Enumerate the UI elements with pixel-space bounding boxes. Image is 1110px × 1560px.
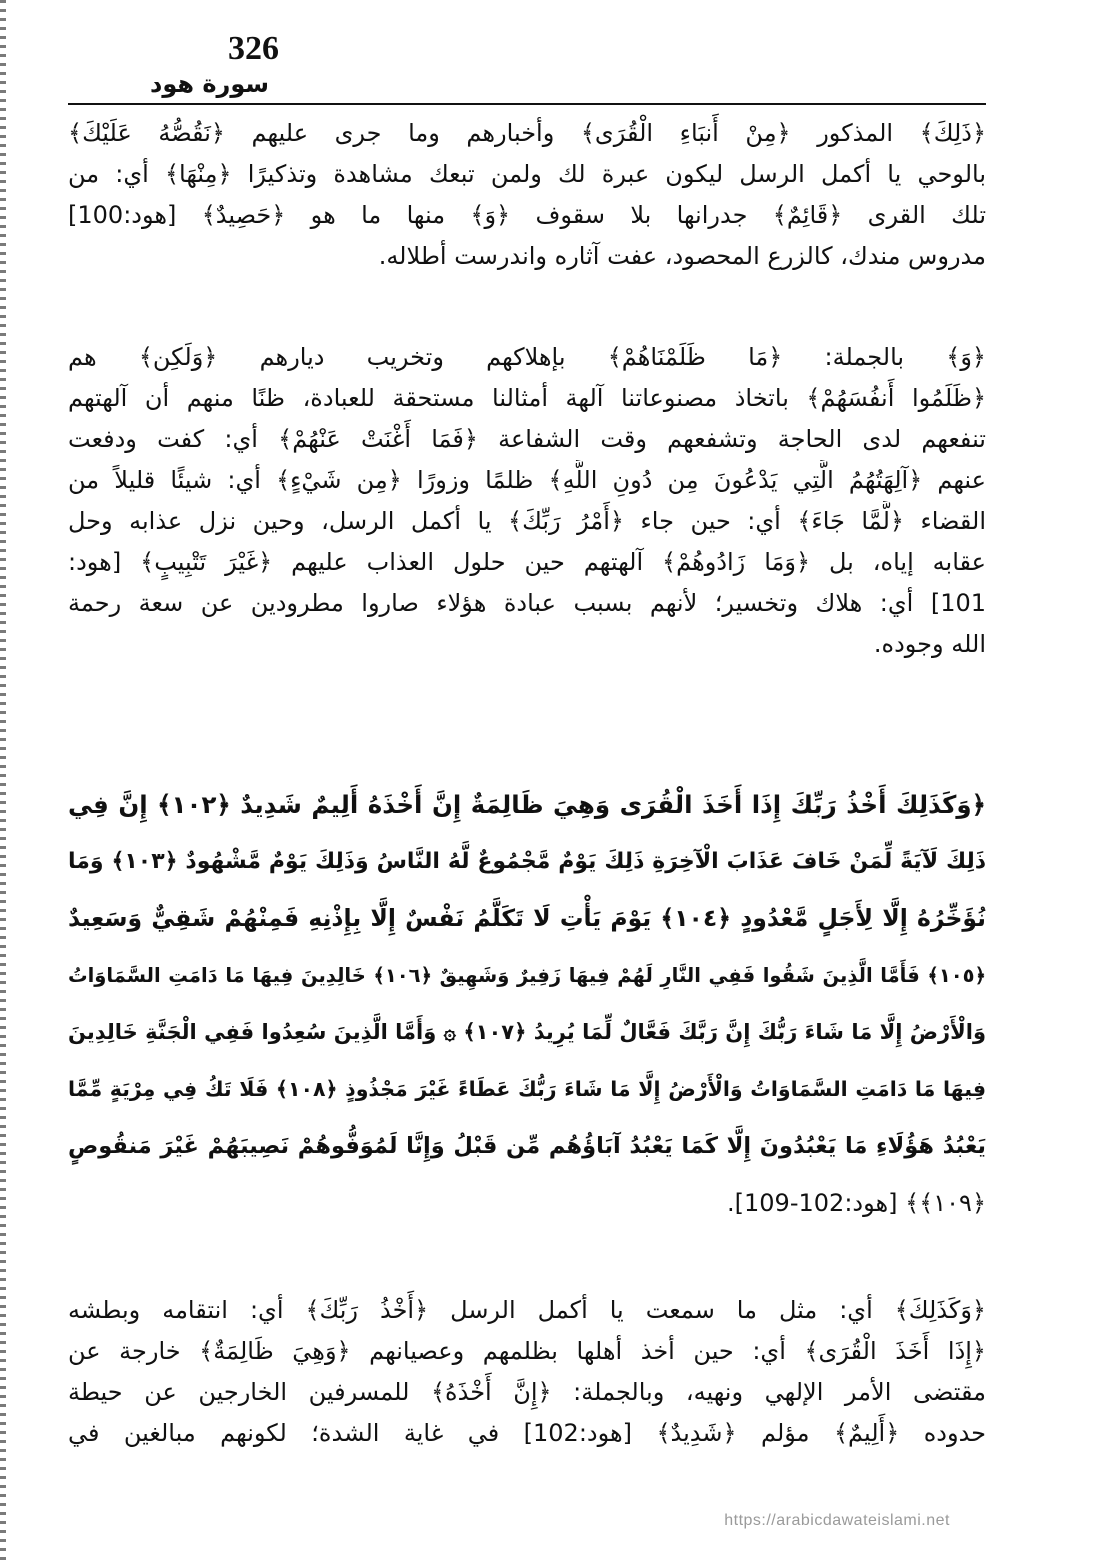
text-line: ﴿وَكَذَلِكَ﴾ أي: مثل ما سمعت يا أكمل الرسل ﴿أَخْذُ رَبِّكَ﴾ أي: انتقامه وبطشه: [68, 1296, 986, 1324]
verse-line: فِيهَا مَا دَامَتِ السَّمَاوَاتُ وَالْأَرْضُ إِلَّا مَا شَاءَ رَبُّكَ عَطَاءً غَيْرَ مَجْذُوذٍ ﴿١٠٨﴾ فَلَا تَكُ فِي مِرْيَةٍ مِّمَّا: [68, 1077, 986, 1101]
source-watermark: https://arabicdawateislami.net: [724, 1512, 950, 1529]
verse-reference: ﴿١٠٩﴾﴾ [هود:102-109].: [727, 1189, 986, 1217]
commentary-paragraph-2: [68, 337, 986, 665]
text-line: 101] أي: هلاك وتخسير؛ لأنهم بسبب عبادة هؤلاء صاروا مطرودين عن سعة رحمة: [68, 589, 986, 617]
text-line: الله وجوده.: [873, 630, 986, 658]
text-line: القضاء ﴿لَّمَّا جَاءَ﴾ أي: حين جاء ﴿أَمْرُ رَبِّكَ﴾ يا أكمل الرسل، وحين نزل عذابه وحل: [68, 507, 986, 535]
verse-line: وَالْأَرْضُ إِلَّا مَا شَاءَ رَبُّكَ إِنَّ رَبَّكَ فَعَّالٌ لِّمَا يُرِيدُ ﴿١٠٧﴾ ۞ وَأَمَّا الَّذِينَ سُعِدُوا فَفِي الْجَنَّةِ خَالِدِينَ: [68, 1020, 986, 1044]
commentary-paragraph-1: [68, 113, 986, 277]
text-line: حدوده ﴿أَلِيمٌ﴾ مؤلم ﴿شَدِيدٌ﴾ [هود:102] في غاية الشدة؛ لكونهم مبالغين في: [68, 1419, 986, 1447]
text-line: ﴿إِذَا أَخَذَ الْقُرَى﴾ أي: حين أخذ أهلها بظلمهم وعصيانهم ﴿وَهِيَ ظَالِمَةٌ﴾ خارجة عن: [68, 1337, 986, 1365]
text-line: مقتضى الأمر الإلهي ونهيه، وبالجملة: ﴿إِنَّ أَخْذَهُ﴾ للمسرفين الخارجين عن حيطة: [68, 1378, 986, 1406]
text-line: تنفعهم لدى الحاجة وتشفعهم وقت الشفاعة ﴿فَمَا أَغْنَتْ عَنْهُمْ﴾ أي: كفت ودفعت: [68, 425, 986, 453]
commentary-paragraph-3: [68, 1290, 986, 1454]
header-divider: [68, 103, 986, 105]
verse-line: ﴿١٠٥﴾ فَأَمَّا الَّذِينَ شَقُوا فَفِي النَّارِ لَهُمْ فِيهَا زَفِيرٌ وَشَهِيقٌ ﴿١٠٦﴾ خَالِدِينَ فِيهَا مَا دَامَتِ السَّمَاوَاتُ: [68, 964, 986, 987]
verse-line: يَعْبُدُ هَؤُلَاءِ مَا يَعْبُدُونَ إِلَّا كَمَا يَعْبُدُ آبَاؤُهُم مِّن قَبْلُ وَإِنَّا لَمُوَفُّوهُمْ نَصِيبَهُمْ غَيْرَ مَنقُوصٍ: [68, 1133, 986, 1159]
scan-edge: [0, 0, 6, 1560]
verse-line: نُؤَخِّرُهُ إِلَّا لِأَجَلٍ مَّعْدُودٍ ﴿١٠٤﴾ يَوْمَ يَأْتِ لَا تَكَلَّمُ نَفْسٌ إِلَّا بِإِذْنِهِ فَمِنْهُمْ شَقِيٌّ وَسَعِيدٌ: [68, 904, 986, 932]
text-line: ﴿ظَلَمُوا أَنفُسَهُمْ﴾ باتخاذ مصنوعاتنا آلهة أمثالنا مستحقة للعبادة، ظنًا منهم أن آلهتهم: [68, 384, 986, 412]
verse-line: ذَلِكَ لَآيَةً لِّمَنْ خَافَ عَذَابَ الْآخِرَةِ ذَلِكَ يَوْمٌ مَّجْمُوعٌ لَّهُ النَّاسُ وَذَلِكَ يَوْمٌ مَّشْهُودٌ ﴿١٠٣﴾ وَمَا: [68, 849, 986, 874]
text-line: ﴿وَ﴾ بالجملة: ﴿مَا ظَلَمْنَاهُمْ﴾ بإهلاكهم وتخريب ديارهم ﴿وَلَكِن﴾ هم: [68, 343, 986, 371]
text-line: عنهم ﴿آلِهَتُهُمُ الَّتِي يَدْعُونَ مِن دُونِ اللَّهِ﴾ ظلمًا وزورًا ﴿مِن شَيْءٍ﴾ أي: شيئًا قليلاً من: [68, 466, 986, 494]
verse-line: ﴿وَكَذَلِكَ أَخْذُ رَبِّكَ إِذَا أَخَذَ الْقُرَى وَهِيَ ظَالِمَةٌ إِنَّ أَخْذَهُ أَلِيمٌ شَدِيدٌ ﴿١٠٢﴾ إِنَّ فِي: [68, 790, 986, 819]
text-line: عقابه إياه، بل ﴿وَمَا زَادُوهُمْ﴾ آلهتهم حين حلول العذاب عليهم ﴿غَيْرَ تَتْبِيبٍ﴾ [هود:: [68, 548, 986, 576]
text-line: بالوحي يا أكمل الرسل ليكون عبرة لك ولمن تبعك مشاهدة وتذكيرًا ﴿مِنْهَا﴾ أي: من: [68, 160, 986, 188]
page-number: 326: [228, 30, 279, 67]
quran-verses-block: [68, 776, 986, 1232]
text-line: مدروس مندك، كالزرع المحصود، عفت آثاره واندرست أطلاله.: [378, 242, 986, 270]
text-line: تلك القرى ﴿قَائِمٌ﴾ جدرانها بلا سقوف ﴿وَ﴾ منها ما هو ﴿حَصِيدٌ﴾ [هود:100]: [68, 201, 986, 229]
surah-title: سورة هود: [150, 70, 269, 98]
text-line: ﴿ذَلِكَ﴾ المذكور ﴿مِنْ أَنبَاءِ الْقُرَى﴾ وأخبارهم وما جرى عليهم ﴿نَقُصُّهُ عَلَيْكَ﴾: [68, 119, 986, 147]
